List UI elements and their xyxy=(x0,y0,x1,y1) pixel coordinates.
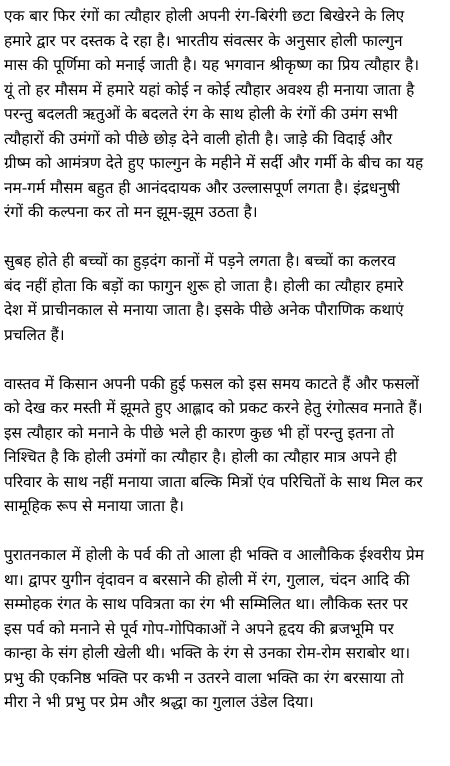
text-line: इस त्यौहार को मनाने के पीछे भले ही कारण कुछ भी हों परन्तु इतना तो xyxy=(4,423,395,442)
text-line: त्यौहारों की उमंगों को पीछे छोड़ देने वाली होती है। जाड़े की विदाई और xyxy=(4,129,393,148)
text-line: कान्हा के संग होली खेली थी। भक्ति के रंग से उनका रोम-रोम सराबोर था। xyxy=(4,644,411,662)
text-line: सुबह होते ही बच्चों का हुड़दंग कानों में पड़ने लगता है। बच्चों का कलरव xyxy=(4,252,396,270)
text-line: प्रचलित हैं। xyxy=(4,325,65,344)
text-line: सम्मोहक रंगत के साथ पवित्रता का रंग भी सम्मिलित था। लौकिक स्तर पर xyxy=(4,595,408,613)
text-line: इस पर्व को मनाने से पूर्व गोप-गोपिकाओं ने अपने हृदय की ब्रजभूमि पर xyxy=(4,619,394,638)
text-line: वास्तव में किसान अपनी पकी हुई फसल को इस समय काटते हैं और फसलों xyxy=(4,374,419,393)
text-line: नम-गर्म मौसम बहुत ही आनंददायक और उल्लासपूर्ण लगता है। इंद्रधनुषी xyxy=(4,178,400,197)
text-line: था। द्वापर युगीन वृंदावन व बरसाने की होली में रंग, गुलाल, चंदन आदि की xyxy=(4,570,410,589)
text-line: पुरातनकाल में होली के पर्व की तो आला ही भक्ति व आलौकिक ईश्वरीय प्रेम xyxy=(4,546,424,564)
text-line: बंद नहीं होता कि बड़ों का फागुन शुरू हो जाता है। होली का त्यौहार हमारे xyxy=(4,276,404,295)
text-line: मास की पूर्णिमा को मनाई जाती है। यह भगवान श्रीकृष्ण का प्रिय त्यौहार है। xyxy=(4,56,420,74)
text-line: यूं तो हर मौसम में हमारे यहां कोई न कोई त्यौहार अवश्य ही मनाया जाता है xyxy=(4,80,415,99)
text-line: ग्रीष्म को आमंत्रण देते हुए फाल्गुन के महीने में सर्दी और गर्मी के बीच का यह xyxy=(4,154,424,172)
paragraph-3 xyxy=(4,372,448,519)
text-line: परिवार के साथ नहीं मनाया जाता बल्कि मित्रों एंव परिचितों के साथ मिल कर xyxy=(4,472,423,491)
text-line: निश्चित है कि होली उमंगों का त्यौहार है। होली का त्यौहार मात्र अपने ही xyxy=(4,448,397,466)
text-line: सामूहिक रूप से मनाया जाता है। xyxy=(4,497,184,515)
text-line: देश में प्राचीनकाल से मनाया जाता है। इसके पीछे अनेक पौराणिक कथाएं xyxy=(4,301,404,319)
paragraph-4 xyxy=(4,543,448,715)
text-line: को देख कर मस्ती में झूमते हुए आह्लाद को प्रकट करने हेतु रंगोत्सव मनाते हैं। xyxy=(4,399,423,417)
text-line: प्रभु की एकनिष्ठ भक्ति पर कभी न उतरने वाला भक्ति का रंग बरसाया तो xyxy=(4,668,404,687)
paragraph-1 xyxy=(4,4,448,225)
text-line: हमारे द्वार पर दस्तक दे रहा है। भारतीय संवत्सर के अनुसार होली फाल्गुन xyxy=(4,31,403,50)
paragraph-2 xyxy=(4,249,448,347)
text-line: एक बार फिर रंगों का त्यौहार होली अपनी रंग-बिरंगी छटा बिखेरने के लिए xyxy=(4,7,405,25)
text-line: रंगों की कल्पना कर तो मन झूम-झूम उठता है। xyxy=(4,203,258,221)
text-line: मीरा ने भी प्रभु पर प्रेम और श्रद्धा का गुलाल उंडेल दिया। xyxy=(4,693,314,711)
text-line: परन्तु बदलती ऋतुओं के बदलते रंग के साथ होली के रंगों की उमंग सभी xyxy=(4,105,398,123)
